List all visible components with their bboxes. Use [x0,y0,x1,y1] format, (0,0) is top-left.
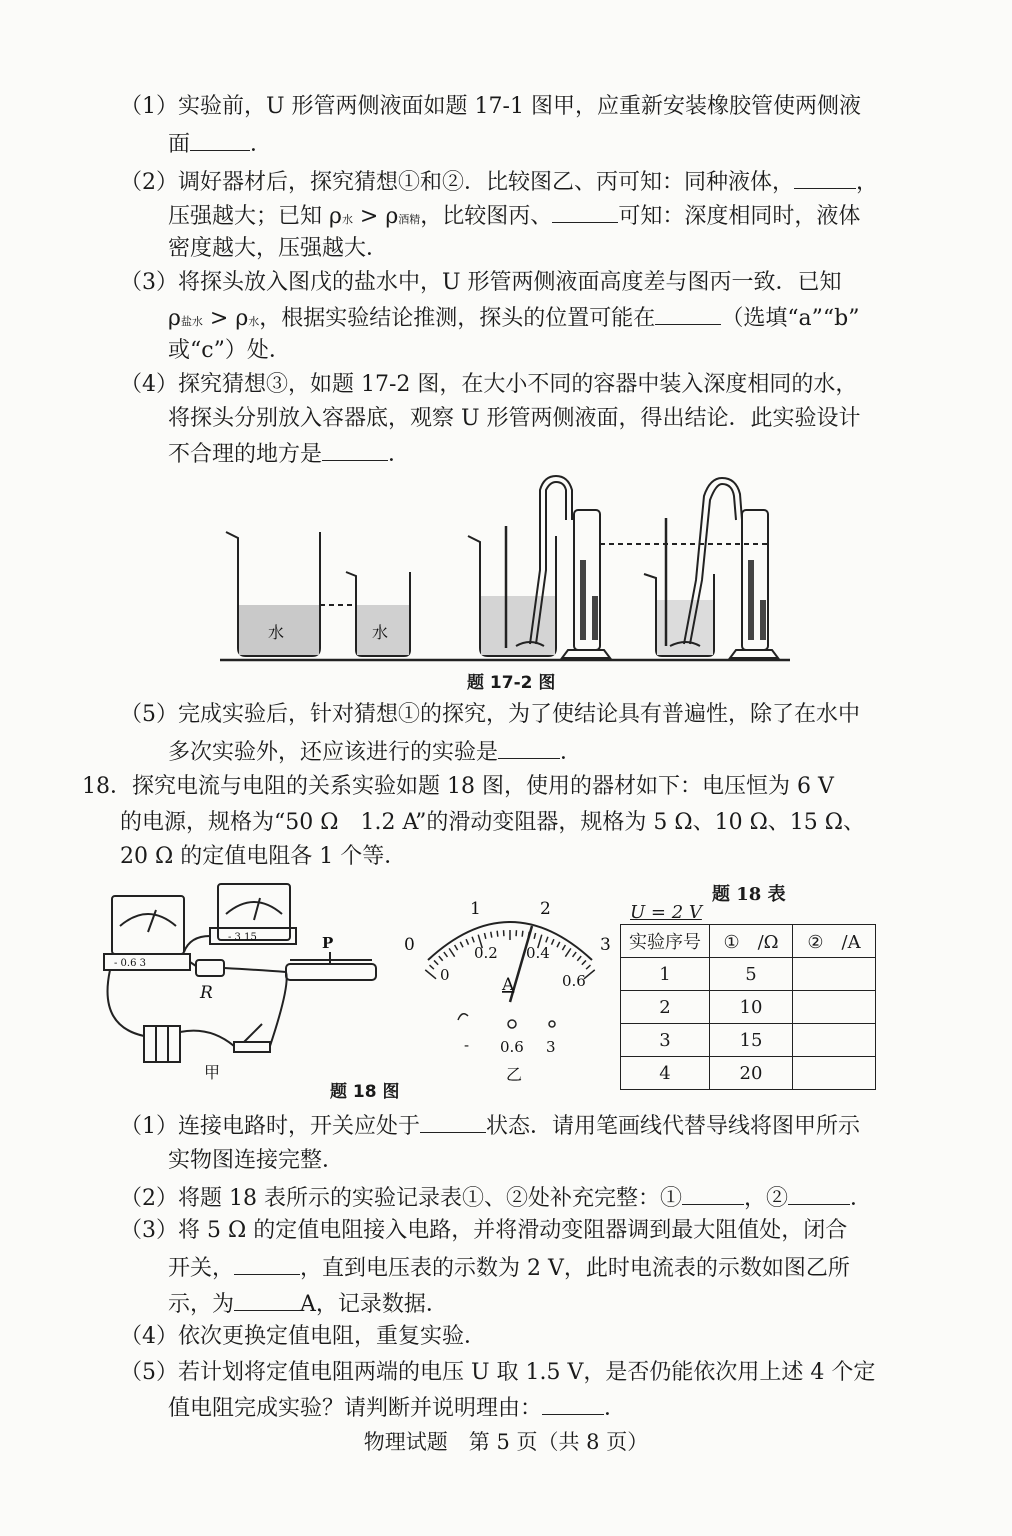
q17-2-text: 调好器材后，探究猜想①和②．比较图乙、丙可知：同种液体， [178,170,795,195]
scale-top-0: 0 [404,935,415,955]
q17-3-text: 将探头放入图戊的盐水中，U 形管两侧液面高度差与图丙一致．已知 [178,270,842,295]
cell [793,1057,876,1090]
figure-17-2-caption: 题 17-2 图 [467,673,556,693]
dial-tick [466,939,468,945]
water-label-small: 水 [372,623,389,642]
dial-tick [577,956,581,961]
q17-2-gt: > ρ [352,204,399,229]
dial-tick [472,937,474,943]
page-footer: 物理试题 第 5 页（共 8 页） [363,1430,649,1454]
scale-top-1: 1 [470,899,481,919]
dial-tick [460,942,463,947]
dial-tick [534,933,535,939]
answer-blank[interactable] [190,128,250,151]
q18-2-text: 将题 18 表所示的实验记录表①、②处补充完整：① [178,1186,682,1211]
scale-bottom-3: 0.6 [562,972,586,990]
figure-18-dial [398,890,622,1086]
q17-2-rho: 压强越大；已知 ρ [168,204,342,229]
figure-18-circuit [100,876,400,1086]
q17-5-text2: 多次实验外，还应该进行的实验是 [168,740,499,765]
q17-4-end: ． [388,442,411,467]
q17-4-text3: 不合理的地方是 [168,442,323,467]
dial-tick [439,956,443,961]
answer-blank[interactable] [552,200,618,223]
sub-brine: 盐水 [180,315,203,328]
q17-1-end: ． [250,132,273,157]
table-row [621,991,876,1024]
dial-tick [434,960,438,964]
cell [793,991,876,1024]
answer-blank[interactable] [420,1110,486,1133]
dial-tick [497,931,498,937]
switch [234,1042,270,1052]
scale-bottom-0: 0 [440,966,450,984]
ammeter-terminals: - 0.6 3 [114,958,147,969]
q17-3-text2: ，根据实验结论推测，探头的位置可能在 [259,306,656,331]
label-jia: 甲 [204,1063,221,1082]
cell: 15 [710,1024,793,1057]
voltmeter-terminals: - 3 15 [228,932,257,943]
dial-tick [586,965,590,969]
q17-2-text2: ，比较图丙、 [420,204,553,229]
q17-2-text3: 可知：深度相同时，液体 [618,204,861,229]
q18-3-text: 将 5 Ω 的定值电阻接入电路，并将滑动变阻器调到最大阻值处，闭合 [178,1218,848,1243]
battery [144,1026,180,1062]
q17-2-text4: 密度越大，压强越大． [168,236,389,261]
resistor-R [196,960,224,976]
header-col1: ① /Ω [710,925,793,958]
sub-water: 水 [248,315,260,328]
q17-4-text2: 将探头分别放入容器底，观察 U 形管两侧液面，得出结论．此实验设计 [168,406,861,431]
header-col2: ② /A [793,925,876,958]
table-18 [620,924,876,1090]
figure-17-2 [200,470,800,670]
meter-letter: A [502,975,515,995]
water-label-large: 水 [268,623,285,642]
rheostat [286,964,376,980]
answer-blank[interactable] [234,1252,300,1275]
cell: 4 [621,1057,710,1090]
table-row [621,1024,876,1057]
table-header-row [621,925,876,958]
q18-3-text3: ，直到电压表的示数为 2 V，此时电流表的示数如图乙所 [300,1256,850,1281]
q17-3-num: （3） [120,270,178,295]
cell: 10 [710,991,793,1024]
q18-1-text3: 实物图连接完整． [168,1148,345,1173]
sub-water: 水 [341,213,353,226]
dial-tick [522,931,523,937]
label-yi: 乙 [506,1065,523,1084]
q18-1-text: 连接电路时，开关应处于 [178,1114,421,1139]
q18-text2: 的电源，规格为“50 Ω 1.2 A”的滑动变阻器，规格为 5 Ω、10 Ω、15 Ω、 [120,810,866,835]
answer-blank[interactable] [682,1182,744,1205]
dial-tick [557,942,560,947]
answer-blank[interactable] [655,302,721,325]
q18-1-num: （1） [120,1114,178,1139]
answer-blank[interactable] [794,166,856,189]
q18-3-text2: 开关， [168,1256,235,1281]
cell: 1 [621,958,710,991]
answer-blank[interactable] [322,438,388,461]
scale-bottom-1: 0.2 [474,944,498,962]
scale-top-2: 2 [540,899,551,919]
sub-alcohol: 酒精 [398,213,421,226]
cell: 5 [710,958,793,991]
q18-2-text2: ，② [743,1186,788,1211]
table-18-u-label: U = 2 V [630,902,702,923]
dial-tick [425,970,436,979]
q18-3-num: （3） [120,1218,178,1243]
terminal-minus: - [464,1036,470,1054]
dial-tick [455,945,458,950]
cell: 2 [621,991,710,1024]
table-row [621,958,876,991]
cell [793,1024,876,1057]
q18-text1: 探究电流与电阻的关系实验如题 18 图，使用的器材如下：电压恒为 6 V [132,774,834,799]
dial-tick [546,937,548,943]
q18-3-text5: A，记录数据． [300,1292,448,1317]
q17-1-num: （1） [120,94,178,119]
q17-3-gt: > ρ [202,306,249,331]
q18-2-num: （2） [120,1186,178,1211]
q18-5-end: ． [604,1396,627,1421]
answer-blank[interactable] [542,1392,604,1415]
q17-3-text4: 或“c”）处． [168,338,291,363]
figure-18-caption: 题 18 图 [330,1082,400,1102]
q17-2-num: （2） [120,170,178,195]
q17-1-text2: 面 [168,132,191,157]
q17-5-end: ． [560,740,583,765]
dial-tick [562,945,565,950]
q18-5-num: （5） [120,1360,178,1385]
q18-1-text2: 状态．请用笔画线代替导线将图甲所示 [486,1114,861,1139]
dial-tick [429,965,433,969]
answer-blank[interactable] [498,736,560,759]
q17-2-comma: ， [856,170,879,195]
label-P: P [322,934,334,952]
q17-5-num: （5） [120,702,178,727]
q18-text3: 20 Ω 的定值电阻各 1 个等． [120,844,407,869]
dial-tick [444,952,448,957]
q17-4-text: 探究猜想③，如题 17-2 图，在大小不同的容器中装入深度相同的水， [178,372,858,397]
table-row [621,1057,876,1090]
ammeter [112,896,184,954]
header-trial: 实验序号 [621,925,710,958]
scale-top-3: 3 [600,935,611,955]
q17-3-rho: ρ [168,306,181,331]
dial-tick [449,948,455,956]
dial-tick [573,952,577,957]
q18-5-text: 若计划将定值电阻两端的电压 U 取 1.5 V，是否仍能依次用上述 4 个定 [178,1360,876,1385]
cell: 20 [710,1057,793,1090]
q18-3-text4: 示，为 [168,1292,235,1317]
cell [793,958,876,991]
dial-tick [565,948,571,956]
answer-blank[interactable] [234,1288,300,1311]
dial-tick [552,939,554,945]
answer-blank[interactable] [788,1182,850,1205]
q18-5-text2: 值电阻完成实验？请判断并说明理由： [168,1396,543,1421]
q17-3-text3: （选填“a”“b” [721,306,860,331]
dial-tick [582,960,586,964]
q17-1-text: 实验前，U 形管两侧液面如题 17-1 图甲，应重新安装橡胶管使两侧液 [178,94,861,119]
q17-4-num: （4） [120,372,178,397]
q18-num: 18． [82,774,132,799]
dial-tick [491,932,492,938]
q18-4-num: （4） [120,1324,178,1349]
scale-bottom-2: 0.4 [526,944,550,962]
q18-4-text: 依次更换定值电阻，重复实验． [178,1324,487,1349]
table-18-title: 题 18 表 [712,884,786,905]
q18-2-end: ． [850,1186,873,1211]
q17-5-text: 完成实验后，针对猜想①的探究，为了使结论具有普遍性，除了在水中 [178,702,861,727]
terminal-0-6: 0.6 [500,1038,524,1056]
terminal-3: 3 [546,1038,556,1056]
dial-tick [484,933,485,939]
label-R: R [200,983,213,1003]
cell: 3 [621,1024,710,1057]
